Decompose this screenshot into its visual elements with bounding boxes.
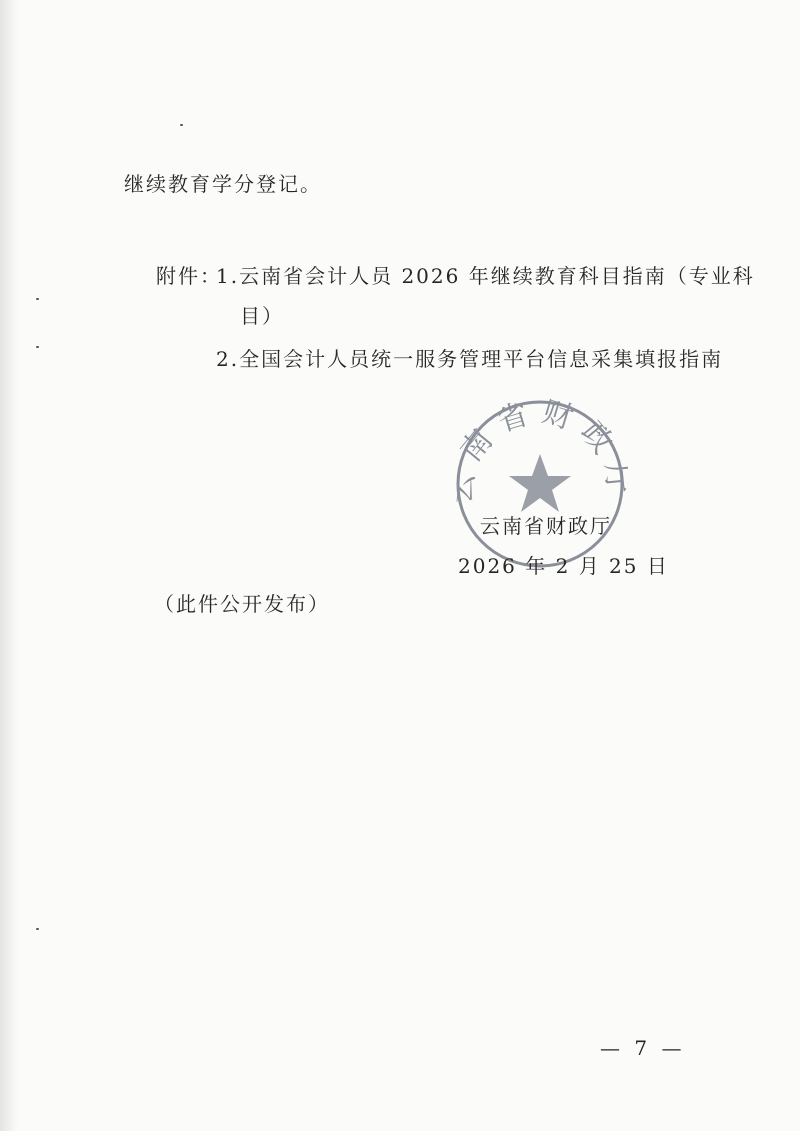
scan-speck: [180, 124, 183, 126]
issuer-name: 云南省财政厅: [480, 514, 612, 538]
attachment-item-1: 1.云南省会计人员 2026 年继续教育科目指南（专业科: [216, 264, 755, 288]
attachment-label: 附件：: [156, 264, 222, 288]
issue-date: 2026 年 2 月 25 日: [458, 554, 669, 578]
publication-note: （此件公开发布）: [154, 592, 330, 616]
scan-edge-shadow: [0, 0, 18, 1131]
scan-speck: [36, 928, 39, 930]
scan-speck: [36, 298, 39, 300]
attachment-item-2: 2.全国会计人员统一服务管理平台信息采集填报指南: [216, 347, 724, 371]
seal-text: 南省财政: [454, 396, 626, 468]
official-seal: [452, 396, 628, 572]
page-number: — 7 —: [600, 1036, 686, 1060]
body-line-1: 继续教育学分登记。: [124, 172, 322, 196]
scan-speck: [36, 346, 39, 348]
attachment-item-1-continued: 目）: [240, 304, 284, 328]
